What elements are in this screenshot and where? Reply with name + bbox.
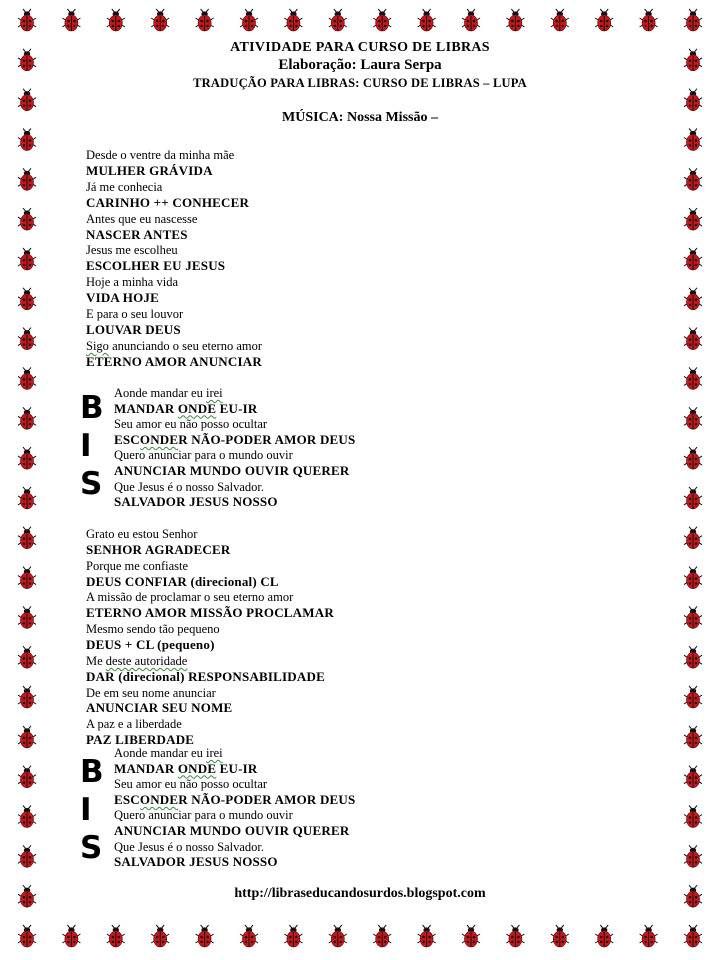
lyric-line: Aonde mandar eu irei (114, 746, 223, 760)
libras-sign-line: ETERNO AMOR ANUNCIAR (86, 353, 262, 369)
libras-sign-line: PAZ LIBERDADE (86, 732, 195, 748)
bis-letter: I (80, 428, 92, 464)
bis-letter: B (80, 390, 104, 426)
libras-sign-line: ANUNCIAR SEU NOME (86, 700, 233, 716)
lyric-line: Desde o ventre da minha mãe (86, 148, 235, 162)
lyric-line: Mesmo sendo tão pequeno (86, 622, 220, 637)
lyric-line: Que Jesus é o nosso Salvador. (114, 479, 264, 494)
lyric-line: Sigo anunciando o seu eterno amor (86, 338, 263, 353)
libras-sign-line: DEUS + CL (pequeno) (86, 636, 215, 652)
libras-sign-line: ETERNO AMOR MISSÃO PROCLAMAR (86, 605, 334, 621)
lyric-line: Aonde mandar eu irei (114, 386, 223, 400)
spellcheck-mark: deste autoridade (105, 653, 188, 668)
lyric-line: Já me conhecia (86, 179, 163, 194)
lyric-line: Porque me confiaste (86, 558, 189, 573)
libras-sign-line: ANUNCIAR MUNDO OUVIR QUERER (114, 463, 350, 478)
libras-sign-line: MANDAR ONDE EU-IR (114, 400, 258, 416)
bis-letter: S (80, 466, 103, 502)
lyric-line: Seu amor eu não posso ocultar (114, 777, 268, 792)
song-title: MÚSICA: Nossa Missão – (282, 110, 438, 125)
spellcheck-mark: ONDE (139, 431, 179, 447)
spellcheck-mark: irei (205, 386, 223, 400)
spellcheck-mark: ONDE (139, 791, 179, 807)
spellcheck-mark: Sigo (86, 338, 109, 353)
bis-letter: B (80, 754, 104, 790)
spellcheck-mark: ONDE (177, 400, 217, 416)
lyric-line: A paz e a liberdade (86, 717, 182, 732)
lyric-line: Hoje a minha vida (86, 275, 178, 290)
spellcheck-mark: ONDE (177, 760, 217, 776)
libras-sign-line: SALVADOR JESUS NOSSO (114, 494, 278, 510)
author-credit: Elaboração: Laura Serpa (278, 57, 442, 73)
lyric-line: Seu amor eu não posso ocultar (114, 417, 268, 432)
libras-sign-line: SENHOR AGRADECER (86, 541, 231, 557)
libras-sign-line: SALVADOR JESUS NOSSO (114, 854, 278, 870)
bis-letter: S (80, 830, 103, 866)
lyric-line: A missão de proclamar o seu eterno amor (86, 590, 294, 605)
libras-sign-line: MANDAR ONDE EU-IR (114, 760, 258, 776)
lyric-line: Antes que eu nascesse (86, 211, 198, 226)
libras-sign-line: DEUS CONFIAR (direcional) CL (86, 573, 279, 589)
lyric-line: Grato eu estou Senhor (86, 527, 198, 541)
libras-sign-line: LOUVAR DEUS (86, 321, 181, 337)
libras-sign-line: ANUNCIAR MUNDO OUVIR QUERER (114, 823, 350, 838)
lyric-line: Quero anunciar para o mundo ouvir (114, 808, 293, 823)
libras-sign-line: ESCONDER NÃO-PODER AMOR DEUS (114, 431, 356, 447)
footer-url: http://libraseducandosurdos.blogspot.com (234, 886, 486, 901)
translation-credit: TRADUÇÃO PARA LIBRAS: CURSO DE LIBRAS – LUPA (193, 76, 527, 90)
lyric-line: Que Jesus é o nosso Salvador. (114, 839, 264, 854)
bis-letter: I (80, 792, 92, 828)
lyric-line: Me deste autoridade (86, 653, 188, 668)
libras-sign-line: NASCER ANTES (86, 226, 188, 242)
spellcheck-mark: irei (205, 746, 223, 760)
libras-sign-line: DAR (direcional) RESPONSABILIDADE (86, 668, 325, 684)
activity-title: ATIVIDADE PARA CURSO DE LIBRAS (230, 40, 490, 55)
libras-sign-line: CARINHO ++ CONHECER (86, 194, 250, 210)
lyric-line: De em seu nome anunciar (86, 685, 216, 700)
lyric-line: E para o seu louvor (86, 307, 184, 321)
lyric-line: Quero anunciar para o mundo ouvir (114, 448, 293, 463)
libras-sign-line: ESCOLHER EU JESUS (86, 258, 226, 274)
lyric-line: Jesus me escolheu (86, 243, 178, 258)
libras-sign-line: ESCONDER NÃO-PODER AMOR DEUS (114, 791, 356, 807)
libras-sign-line: MULHER GRÁVIDA (86, 162, 213, 178)
libras-sign-line: VIDA HOJE (86, 290, 159, 306)
